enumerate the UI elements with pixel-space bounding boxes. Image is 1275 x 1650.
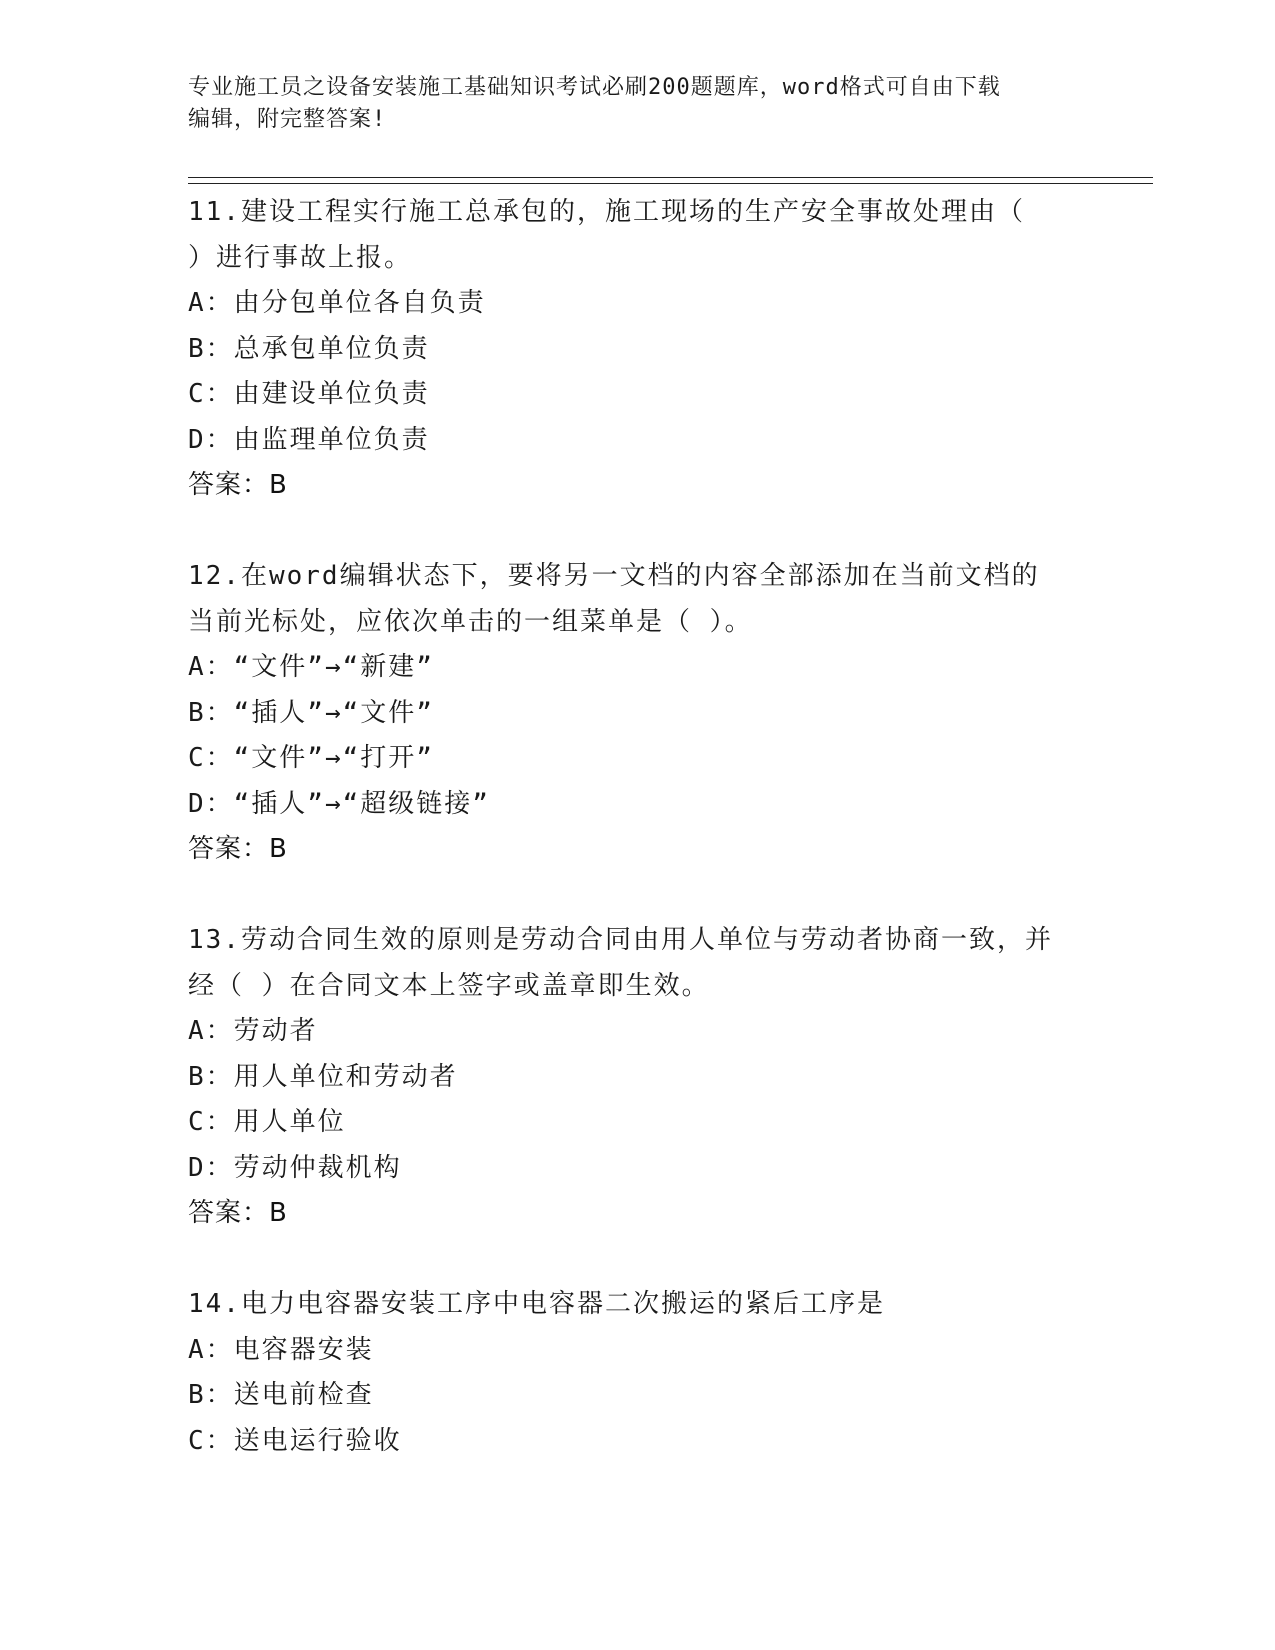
answer-line: 答案：B — [188, 1198, 288, 1228]
option-c: C：由建设单位负责 — [188, 379, 430, 409]
question-text — [188, 554, 1088, 645]
question-text — [188, 918, 1088, 1009]
option-b: B：送电前检查 — [188, 1380, 374, 1410]
question-text — [188, 190, 1088, 281]
question-11 — [188, 190, 1088, 509]
question-text-line: 经（ ）在合同文本上签字或盖章即生效。 — [188, 970, 710, 1001]
option-b: B：用人单位和劳动者 — [188, 1061, 458, 1092]
question-14 — [188, 1282, 1088, 1464]
option-c: C：用人单位 — [188, 1107, 346, 1137]
header-divider-top — [188, 177, 1153, 178]
question-text — [188, 1282, 1088, 1328]
question-text-line: 12.在word编辑状态下，要将另一文档的内容全部添加在当前文档的 — [188, 561, 1040, 591]
question-text-line: 当前光标处，应依次单击的一组菜单是（ ）。 — [188, 606, 753, 637]
option-a: A：“文件”→“新建” — [188, 652, 434, 682]
option-a: A：电容器安装 — [188, 1334, 374, 1365]
option-a: A：由分包单位各自负责 — [188, 288, 486, 318]
question-text-line: ）进行事故上报。 — [188, 242, 413, 273]
option-b: B：“插人”→“文件” — [188, 697, 434, 728]
question-list — [188, 190, 1088, 1464]
header-divider-bottom — [188, 183, 1153, 184]
option-b: B：总承包单位负责 — [188, 333, 430, 364]
spacer — [188, 873, 1088, 919]
answer-line: 答案：B — [188, 834, 288, 864]
option-d: D：“插人”→“超级链接” — [188, 788, 490, 819]
option-a: A：劳动者 — [188, 1016, 318, 1046]
question-text-line: 11.建设工程实行施工总承包的，施工现场的生产安全事故处理由（ — [188, 197, 1025, 227]
question-text-line: 14.电力电容器安装工序中电容器二次搬运的紧后工序是 — [188, 1289, 885, 1319]
document-header — [188, 72, 1068, 136]
header-line-1: 专业施工员之设备安装施工基础知识考试必刷200题题库，word格式可自由下载 — [188, 75, 1001, 100]
answer-line: 答案：B — [188, 470, 288, 500]
option-d: D：由监理单位负责 — [188, 424, 430, 455]
question-12 — [188, 554, 1088, 873]
question-text-line: 13.劳动合同生效的原则是劳动合同由用人单位与劳动者协商一致，并 — [188, 925, 1053, 955]
spacer — [188, 1237, 1088, 1283]
option-d: D：劳动仲裁机构 — [188, 1152, 402, 1183]
header-line-2: 编辑，附完整答案! — [188, 107, 387, 132]
question-13 — [188, 918, 1088, 1237]
option-c: C：送电运行验收 — [188, 1425, 402, 1456]
spacer — [188, 509, 1088, 555]
option-c: C：“文件”→“打开” — [188, 743, 434, 773]
